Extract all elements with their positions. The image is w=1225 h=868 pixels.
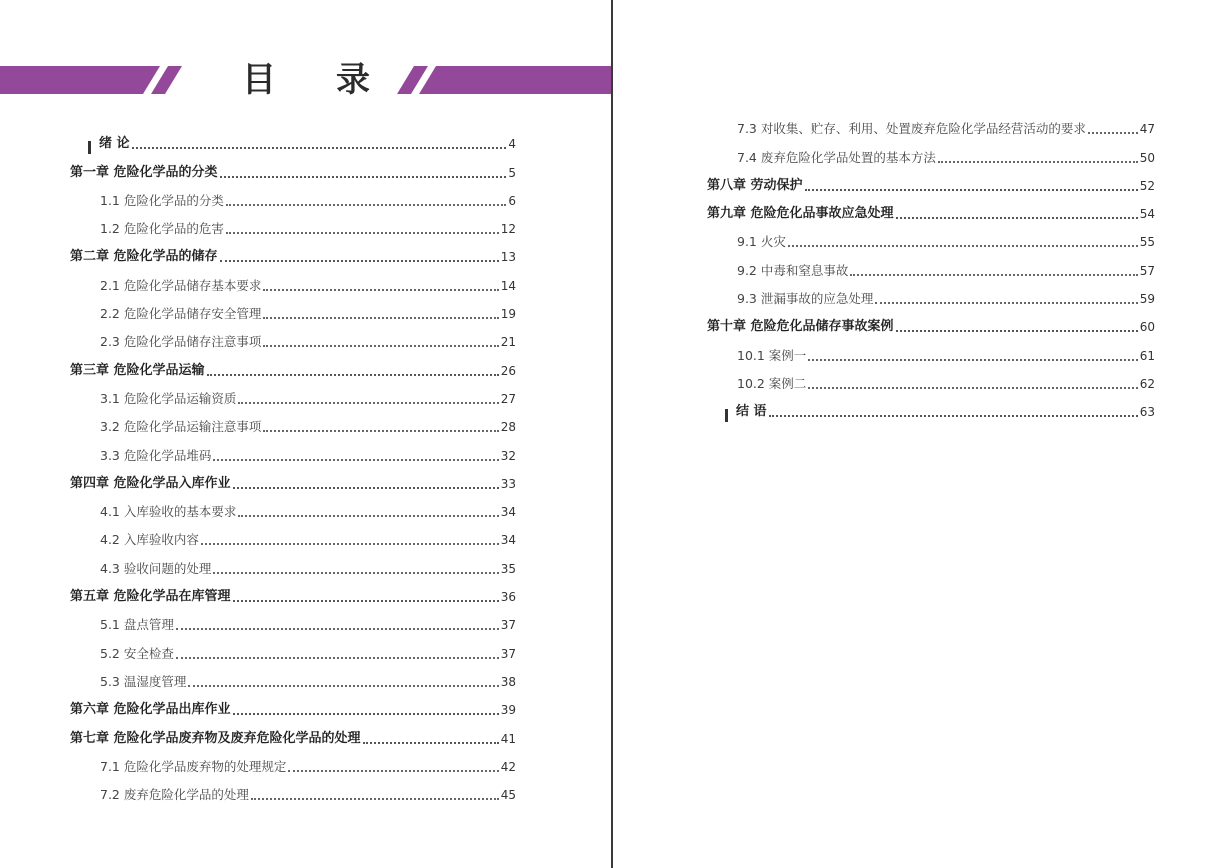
toc-section-entry[interactable]	[707, 111, 1155, 139]
toc-entry-label: 第五章 危险化学品在库管理	[70, 589, 231, 605]
toc-section-entry[interactable]	[70, 381, 516, 409]
toc-entry-label: 第六章 危险化学品出库作业	[70, 702, 231, 718]
dot-leader	[233, 713, 499, 715]
toc-entry-label: 1.2 危险化学品的危害	[100, 221, 224, 237]
toc-section-entry[interactable]	[707, 366, 1155, 394]
toc-section-entry[interactable]	[707, 139, 1155, 167]
toc-page-number: 39	[500, 703, 516, 718]
dot-leader	[788, 245, 1138, 247]
toc-entry-label: 3.1 危险化学品运输资质	[100, 390, 237, 406]
toc-page-number: 27	[500, 391, 516, 406]
toc-page-number: 61	[1139, 348, 1155, 363]
toc-page-number: 55	[1139, 235, 1155, 250]
toc-entry-label: 10.1 案例一	[737, 347, 807, 363]
toc-entry-label: 2.1 危险化学品储存基本要求	[100, 277, 262, 293]
toc-chapter-entry[interactable]	[70, 239, 516, 267]
toc-chapter-entry[interactable]	[707, 394, 1155, 422]
dot-leader	[213, 459, 498, 461]
dot-leader	[176, 628, 499, 630]
toc-page-number: 45	[500, 788, 516, 803]
dot-leader	[238, 402, 498, 404]
toc-section-entry[interactable]	[707, 252, 1155, 280]
toc-section-entry[interactable]	[707, 281, 1155, 309]
dot-leader	[363, 742, 499, 744]
toc-entry-label: 第七章 危险化学品废弃物及废弃危险化学品的处理	[70, 730, 361, 746]
toc-entry-label: 第二章 危险化学品的储存	[70, 249, 218, 265]
toc-entry-label: 5.3 温湿度管理	[100, 673, 187, 689]
heading-marker	[88, 141, 91, 154]
dot-leader	[875, 302, 1137, 304]
dot-leader	[251, 798, 499, 800]
toc-page-number: 54	[1139, 207, 1155, 222]
toc-page-number: 37	[500, 646, 516, 661]
dot-leader	[288, 770, 498, 772]
toc-right-column	[707, 111, 1155, 422]
dot-leader	[213, 572, 498, 574]
toc-entry-label: 第八章 劳动保护	[707, 177, 803, 193]
toc-chapter-entry[interactable]	[707, 309, 1155, 337]
toc-section-entry[interactable]	[70, 183, 516, 211]
toc-page-number: 63	[1139, 405, 1155, 420]
dot-leader	[238, 515, 498, 517]
dot-leader	[188, 685, 498, 687]
toc-entry-label: 9.2 中毒和窒息事故	[737, 262, 849, 278]
toc-entry-label: 5.1 盘点管理	[100, 617, 174, 633]
toc-chapter-entry[interactable]	[707, 168, 1155, 196]
toc-page-number: 59	[1139, 292, 1155, 307]
dot-leader	[220, 176, 507, 178]
toc-page-number: 37	[500, 618, 516, 633]
toc-page-number: 42	[500, 759, 516, 774]
toc-chapter-entry[interactable]	[70, 154, 516, 182]
dot-leader	[233, 600, 499, 602]
toc-page-number: 52	[1139, 178, 1155, 193]
toc-page-number: 4	[508, 137, 516, 152]
toc-section-entry[interactable]	[70, 777, 516, 805]
toc-chapter-entry[interactable]	[70, 126, 516, 154]
toc-section-entry[interactable]	[70, 749, 516, 777]
dot-leader	[263, 317, 498, 319]
toc-section-entry[interactable]	[70, 267, 516, 295]
dot-leader	[808, 359, 1137, 361]
toc-page-number: 26	[500, 363, 516, 378]
toc-page-number: 14	[500, 278, 516, 293]
toc-chapter-entry[interactable]	[707, 196, 1155, 224]
toc-section-entry[interactable]	[707, 224, 1155, 252]
toc-page-number: 50	[1139, 150, 1155, 165]
toc-entry-label: 3.2 危险化学品运输注意事项	[100, 419, 262, 435]
dot-leader	[850, 274, 1137, 276]
toc-chapter-entry[interactable]	[70, 466, 516, 494]
toc-page-number: 21	[500, 335, 516, 350]
toc-section-entry[interactable]	[70, 550, 516, 578]
dot-leader	[896, 217, 1138, 219]
toc-section-entry[interactable]	[70, 296, 516, 324]
toc-entry-label: 3.3 危险化学品堆码	[100, 447, 212, 463]
toc-entry-label: 4.1 入库验收的基本要求	[100, 504, 237, 520]
toc-entry-label: 4.3 验收问题的处理	[100, 560, 212, 576]
toc-entry-label: 第四章 危险化学品入库作业	[70, 475, 231, 491]
toc-entry-label: 10.2 案例二	[737, 375, 807, 391]
dot-leader	[226, 204, 507, 206]
toc-page-number: 6	[508, 193, 516, 208]
dot-leader	[201, 543, 499, 545]
toc-section-entry[interactable]	[70, 522, 516, 550]
toc-entry-label: 1.1 危险化学品的分类	[100, 192, 224, 208]
toc-entry-label: 7.2 废弃危险化学品的处理	[100, 787, 249, 803]
dot-leader	[207, 374, 499, 376]
toc-chapter-entry[interactable]	[70, 579, 516, 607]
toc-page-number: 41	[500, 731, 516, 746]
dot-leader	[176, 657, 499, 659]
toc-section-entry[interactable]	[70, 664, 516, 692]
toc-page-number: 47	[1139, 122, 1155, 137]
dot-leader	[263, 430, 498, 432]
toc-entry-label: 第一章 危险化学品的分类	[70, 164, 218, 180]
toc-chapter-entry[interactable]	[70, 352, 516, 380]
dot-leader	[233, 487, 499, 489]
dot-leader	[263, 345, 498, 347]
toc-entry-label: 2.3 危险化学品储存注意事项	[100, 334, 262, 350]
dot-leader	[263, 289, 498, 291]
title-banner	[0, 66, 612, 94]
toc-section-entry[interactable]	[70, 607, 516, 635]
toc-page-number: 5	[508, 165, 516, 180]
toc-section-entry[interactable]	[70, 635, 516, 663]
dot-leader	[132, 147, 507, 149]
toc-page-number: 35	[500, 561, 516, 576]
dot-leader	[805, 189, 1138, 191]
toc-page-number: 60	[1139, 320, 1155, 335]
title-text: 目录	[242, 60, 430, 100]
toc-entry-label: 结 语	[736, 404, 767, 420]
toc-entry-label: 绪 论	[99, 136, 130, 152]
toc-entry-label: 9.1 火灾	[737, 234, 786, 250]
toc-page-number: 32	[500, 448, 516, 463]
dot-leader	[938, 161, 1138, 163]
toc-entry-label: 7.1 危险化学品废弃物的处理规定	[100, 758, 287, 774]
toc-page-number: 34	[500, 533, 516, 548]
toc-entry-label: 5.2 安全检查	[100, 645, 174, 661]
toc-page-number: 12	[500, 222, 516, 237]
toc-entry-label: 第九章 危险危化品事故应急处理	[707, 206, 894, 222]
toc-entry-label: 2.2 危险化学品储存安全管理	[100, 306, 262, 322]
toc-entry-label: 7.3 对收集、贮存、利用、处置废弃危险化学品经营活动的要求	[737, 121, 1086, 137]
toc-section-entry[interactable]	[707, 337, 1155, 365]
dot-leader	[896, 330, 1138, 332]
toc-section-entry[interactable]	[70, 324, 516, 352]
toc-entry-label: 9.3 泄漏事故的应急处理	[737, 291, 874, 307]
toc-section-entry[interactable]	[70, 494, 516, 522]
toc-page-number: 28	[500, 420, 516, 435]
toc-entry-label: 第十章 危险危化品储存事故案例	[707, 319, 894, 335]
toc-section-entry[interactable]	[70, 409, 516, 437]
toc-page-number: 57	[1139, 263, 1155, 278]
toc-page-number: 62	[1139, 376, 1155, 391]
toc-page-number: 36	[500, 590, 516, 605]
heading-marker	[725, 409, 728, 422]
toc-chapter-entry[interactable]	[70, 692, 516, 720]
dot-leader	[220, 260, 499, 262]
dot-leader	[808, 387, 1137, 389]
dot-leader	[226, 232, 499, 234]
dot-leader	[769, 415, 1138, 417]
toc-page-number: 19	[500, 307, 516, 322]
toc-page-number: 34	[500, 505, 516, 520]
toc-page-number: 33	[500, 476, 516, 491]
toc-left-column	[70, 126, 516, 805]
toc-section-entry[interactable]	[70, 437, 516, 465]
toc-section-entry[interactable]	[70, 211, 516, 239]
toc-entry-label: 7.4 废弃危险化学品处置的基本方法	[737, 149, 936, 165]
banner-stripes	[0, 66, 612, 94]
toc-entry-label: 4.2 入库验收内容	[100, 532, 199, 548]
toc-page-number: 38	[500, 674, 516, 689]
toc-entry-label: 第三章 危险化学品运输	[70, 362, 205, 378]
toc-chapter-entry[interactable]	[70, 720, 516, 748]
dot-leader	[1088, 132, 1138, 134]
toc-page-number: 13	[500, 250, 516, 265]
